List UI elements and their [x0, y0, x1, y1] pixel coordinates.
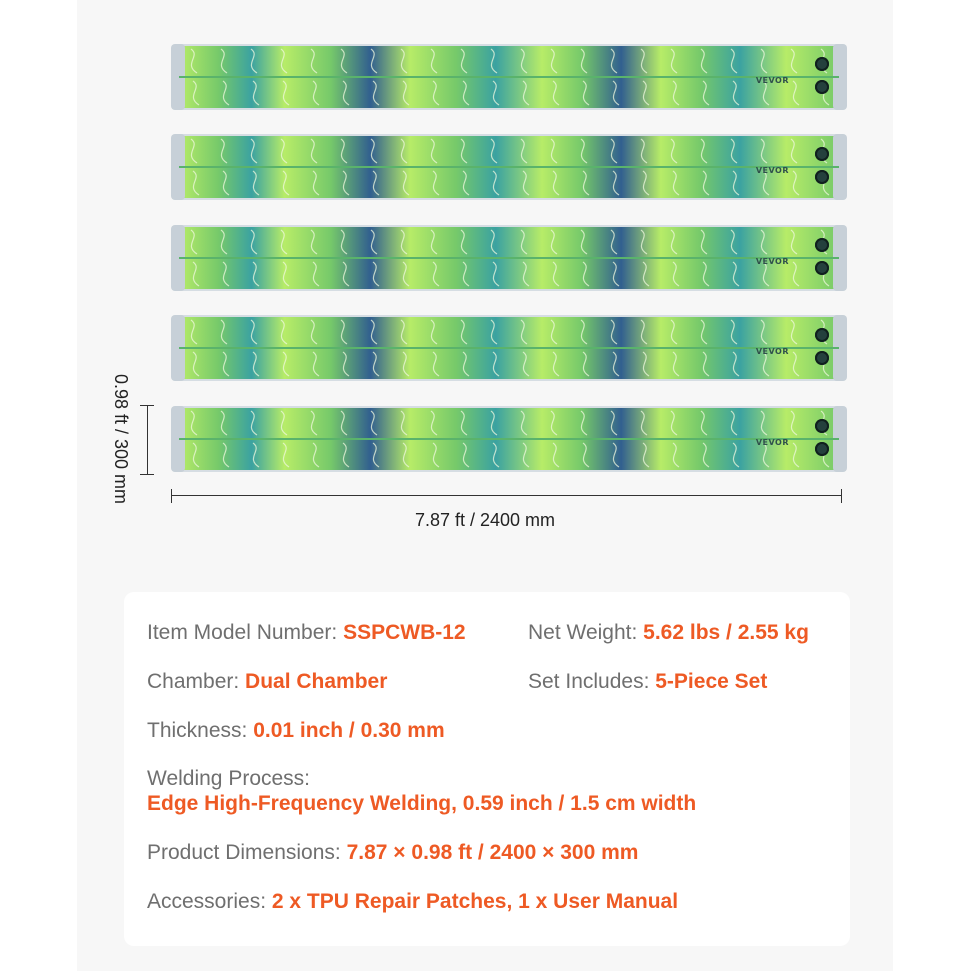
width-dimension-label: 7.87 ft / 2400 mm: [414, 510, 556, 530]
welding-value: Edge High-Frequency Welding, 0.59 inch / 1.5 cm width: [147, 792, 697, 815]
water-tube-illustration: [171, 42, 847, 112]
air-valve-icon: [815, 170, 829, 184]
chamber-value: Dual Chamber: [245, 670, 388, 693]
welding-value-row: [147, 791, 696, 817]
accessories-row: [147, 889, 678, 915]
water-tube-5: [171, 404, 847, 474]
air-valve-icon: [815, 261, 829, 275]
water-tube-2: [171, 132, 847, 202]
chamber-row: [147, 669, 387, 695]
upper-chamber: [179, 136, 839, 166]
height-dimension-top-tick: [140, 405, 154, 406]
air-valve-icon: [815, 419, 829, 433]
brand-label: VEVOR: [755, 166, 789, 175]
air-valve-icon: [815, 442, 829, 456]
set-includes-value: 5-Piece Set: [655, 670, 768, 693]
water-tube-1: [171, 42, 847, 112]
specifications-card: [124, 592, 850, 946]
height-dimension-label: 0.98 ft / 300 mm: [111, 373, 131, 505]
water-tube-illustration: [171, 132, 847, 202]
water-tube-illustration: [171, 223, 847, 293]
net-weight-value: 5.62 lbs / 2.55 kg: [643, 621, 809, 644]
lower-chamber: [179, 168, 839, 198]
brand-label: VEVOR: [755, 76, 789, 85]
net-weight-row: [528, 620, 809, 646]
air-valve-icon: [815, 147, 829, 161]
water-tube-3: [171, 223, 847, 293]
water-tube-illustration: [171, 404, 847, 474]
net-weight-label: Net Weight:: [528, 621, 644, 644]
air-valve-icon: [815, 328, 829, 342]
item-model-row: [147, 620, 466, 646]
product-dimensions-value: 7.87 × 0.98 ft / 2400 × 300 mm: [346, 841, 639, 864]
accessories-value: 2 x TPU Repair Patches, 1 x User Manual: [271, 890, 679, 913]
chamber-label: Chamber:: [147, 670, 246, 693]
set-includes-row: [528, 669, 767, 695]
set-includes-label: Set Includes:: [528, 670, 656, 693]
air-valve-icon: [815, 57, 829, 71]
brand-label: VEVOR: [755, 257, 789, 266]
lower-chamber: [179, 440, 839, 470]
thickness-label: Thickness:: [147, 719, 254, 742]
product-dimensions-label: Product Dimensions:: [147, 841, 347, 864]
upper-chamber: [179, 408, 839, 438]
width-dimension-line: [171, 489, 842, 503]
thickness-row: [147, 718, 445, 744]
welding-label-row: [147, 766, 310, 792]
product-dimensions-row: [147, 840, 638, 866]
welding-label: Welding Process:: [147, 767, 311, 790]
lower-chamber: [179, 259, 839, 289]
accessories-label: Accessories:: [147, 890, 272, 913]
upper-chamber: [179, 227, 839, 257]
height-dimension-bottom-tick: [140, 474, 154, 475]
brand-label: VEVOR: [755, 347, 789, 356]
width-dimension-right-tick: [841, 489, 842, 503]
item-model-label: Item Model Number:: [147, 621, 344, 644]
height-dimension-rule: [147, 405, 148, 475]
water-tube-4: [171, 313, 847, 383]
brand-label: VEVOR: [755, 438, 789, 447]
height-dimension-line: [140, 405, 154, 475]
width-dimension-rule: [171, 495, 842, 496]
air-valve-icon: [815, 238, 829, 252]
air-valve-icon: [815, 80, 829, 94]
lower-chamber: [179, 349, 839, 379]
upper-chamber: [179, 317, 839, 347]
upper-chamber: [179, 46, 839, 76]
lower-chamber: [179, 78, 839, 108]
water-tube-illustration: [171, 313, 847, 383]
air-valve-icon: [815, 351, 829, 365]
item-model-value: SSPCWB-12: [343, 621, 466, 644]
width-dimension-left-tick: [171, 489, 172, 503]
thickness-value: 0.01 inch / 0.30 mm: [253, 719, 445, 742]
